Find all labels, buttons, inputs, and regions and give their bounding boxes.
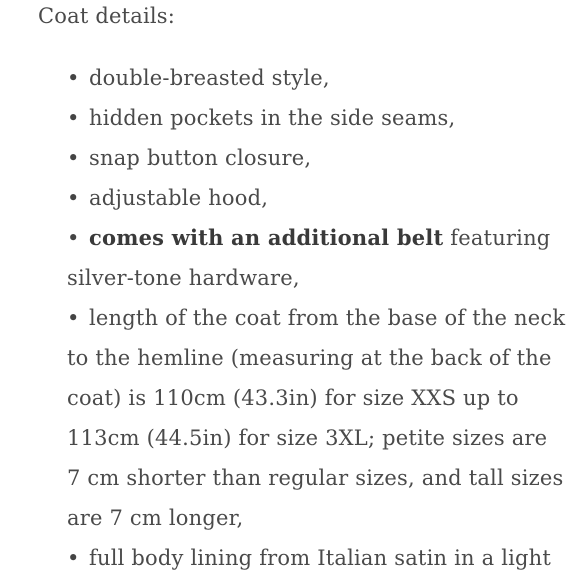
bullet-icon: • — [67, 106, 80, 130]
item-text: snap button closure, — [89, 146, 312, 170]
bullet-icon: • — [67, 546, 80, 570]
item-text: double-breasted style, — [89, 66, 330, 90]
item-bold-text: comes with an additional belt — [89, 225, 444, 250]
coat-details-list — [67, 58, 567, 578]
list-item — [67, 178, 567, 218]
item-text: length of the coat from the base of the neck to the hemline (measuring at the back of the coat) is 110cm (43.3in) for size XXS up to 113cm (44.5in) for size 3XL; petite sizes are 7 cm shorter than regular sizes, and tall sizes are 7 cm longer, — [67, 306, 566, 530]
list-item — [67, 538, 567, 578]
bullet-icon: • — [67, 306, 80, 330]
list-item — [67, 98, 567, 138]
item-text: full body lining from Italian satin in a light — [89, 546, 552, 570]
item-text: adjustable hood, — [89, 186, 269, 210]
list-item — [67, 138, 567, 178]
item-text: hidden pockets in the side seams, — [89, 106, 456, 130]
bullet-icon: • — [67, 226, 80, 250]
list-item — [67, 298, 567, 538]
coat-details-heading: Coat details: — [38, 4, 176, 28]
bullet-icon: • — [67, 146, 80, 170]
bullet-icon: • — [67, 186, 80, 210]
list-item — [67, 218, 567, 298]
list-item — [67, 58, 567, 98]
bullet-icon: • — [67, 66, 80, 90]
item-text: featuring silver-tone hardware, — [67, 226, 551, 290]
